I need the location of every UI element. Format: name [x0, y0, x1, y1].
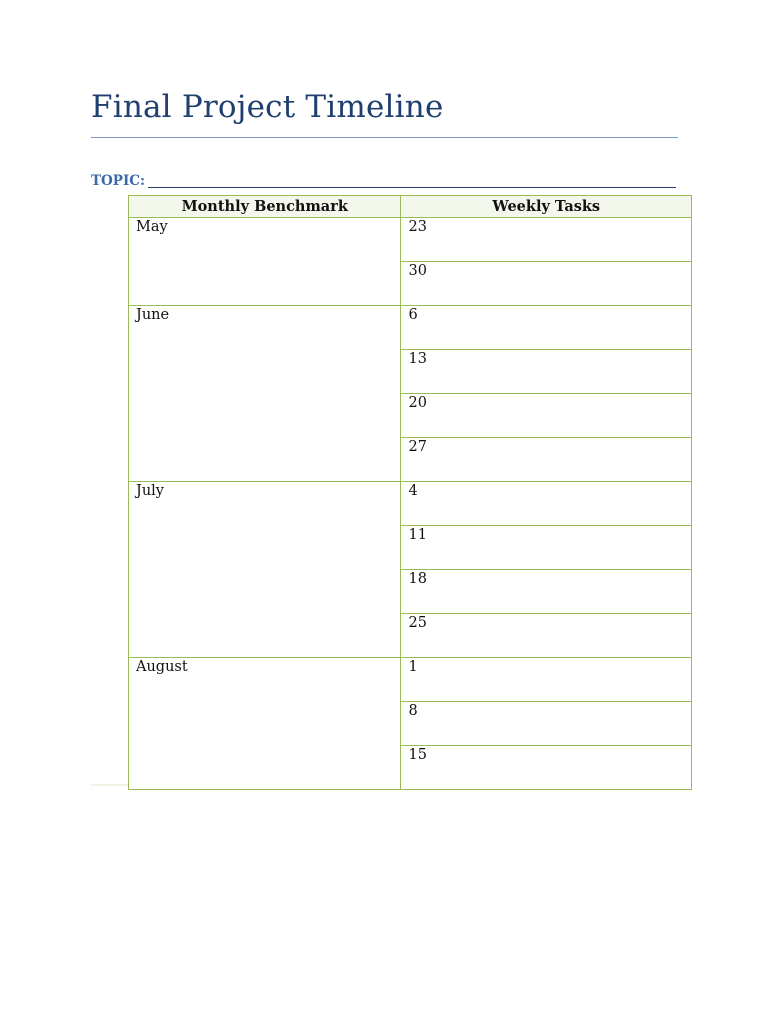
table-header-row: [129, 196, 692, 218]
topic-label: TOPIC:: [91, 173, 145, 189]
topic-fill-line[interactable]: [148, 187, 676, 188]
month-cell-may[interactable]: May: [129, 218, 401, 306]
week-cell[interactable]: 15: [401, 746, 692, 790]
week-cell[interactable]: 27: [401, 438, 692, 482]
week-cell[interactable]: 13: [401, 350, 692, 394]
table-row: [129, 306, 692, 350]
page-title: Final Project Timeline: [91, 89, 444, 125]
table-row: [129, 218, 692, 262]
week-cell[interactable]: 6: [401, 306, 692, 350]
week-cell[interactable]: 25: [401, 614, 692, 658]
week-cell[interactable]: 30: [401, 262, 692, 306]
table-row: [129, 482, 692, 526]
month-cell-june[interactable]: June: [129, 306, 401, 482]
week-cell[interactable]: 8: [401, 702, 692, 746]
table-row: [129, 658, 692, 702]
header-monthly-benchmark: Monthly Benchmark: [129, 196, 401, 218]
week-cell[interactable]: 18: [401, 570, 692, 614]
timeline-table: [128, 195, 692, 790]
week-cell[interactable]: 1: [401, 658, 692, 702]
topic-row: [91, 173, 676, 189]
week-cell[interactable]: 11: [401, 526, 692, 570]
month-cell-august[interactable]: August: [129, 658, 401, 790]
week-cell[interactable]: 20: [401, 394, 692, 438]
table-bottom-edge-shadow: [91, 784, 128, 786]
title-underline: [91, 137, 678, 138]
week-cell[interactable]: 4: [401, 482, 692, 526]
week-cell[interactable]: 23: [401, 218, 692, 262]
month-cell-july[interactable]: July: [129, 482, 401, 658]
header-weekly-tasks: Weekly Tasks: [401, 196, 692, 218]
